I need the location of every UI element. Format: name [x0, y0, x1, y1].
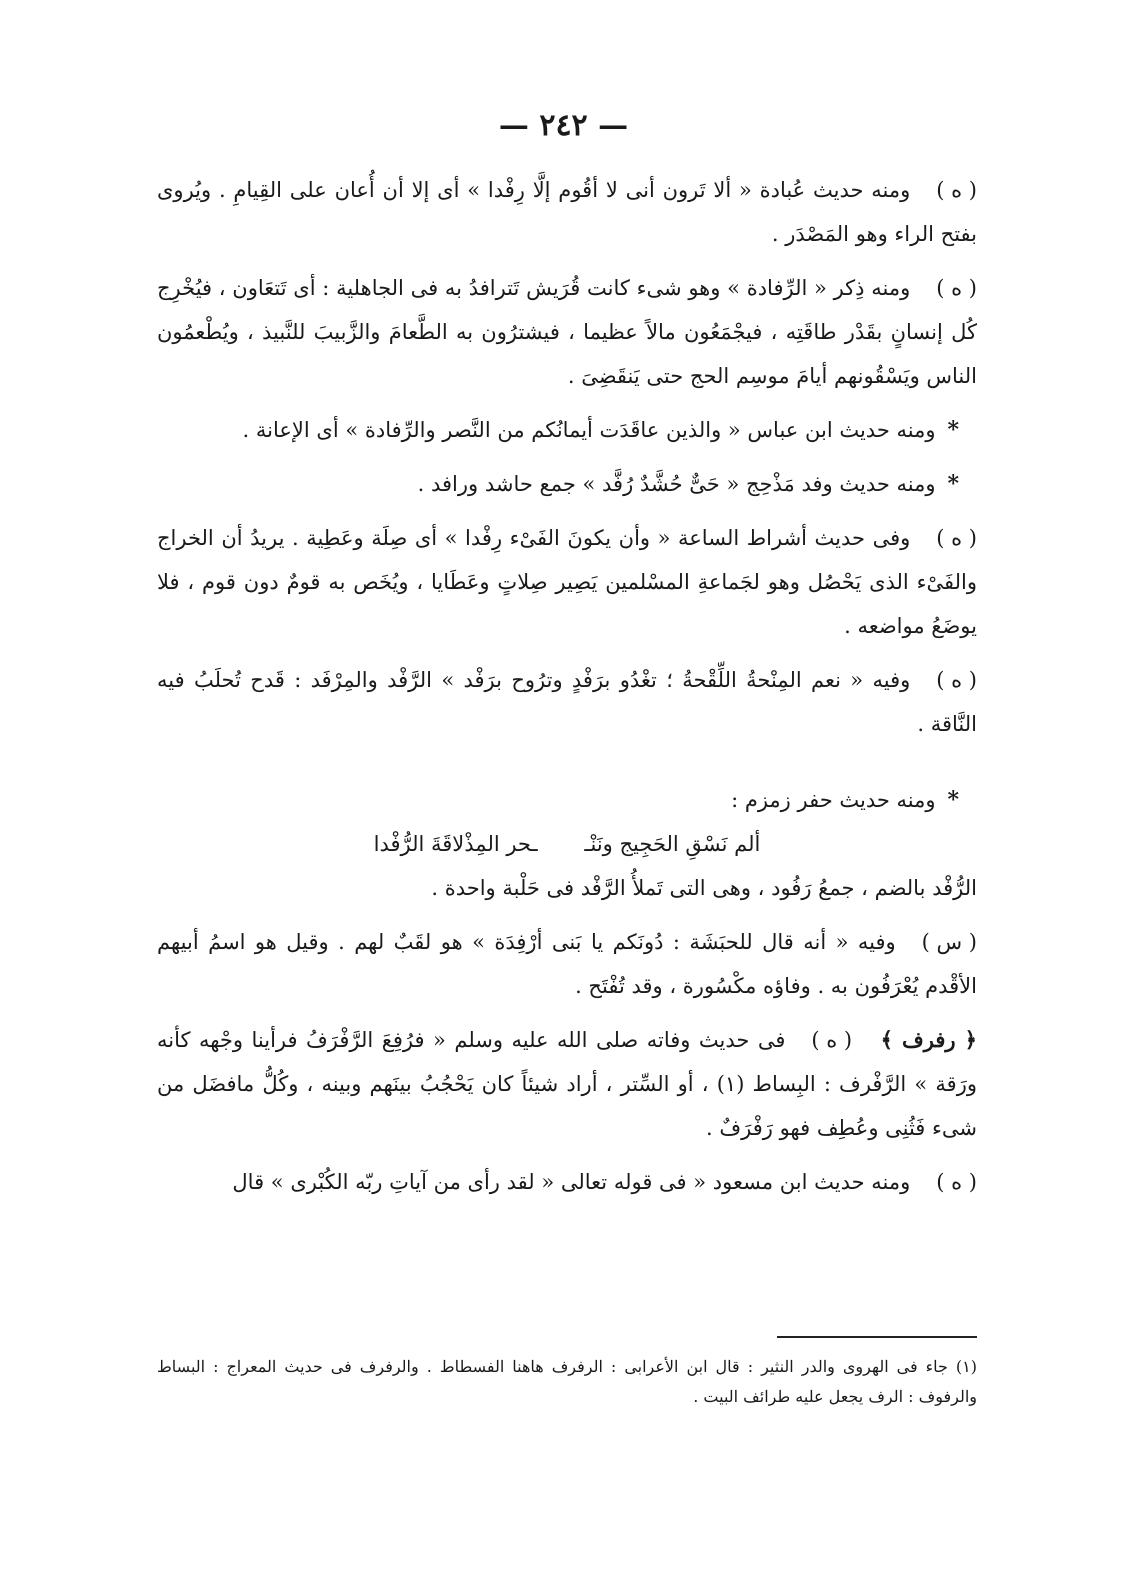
paragraph-1	[157, 168, 977, 256]
star-marker: *	[947, 787, 959, 813]
verse-second-hemistich: ـحر المِذْلاقَةَ الرُّفْدا	[373, 832, 538, 856]
paragraph-5	[157, 516, 977, 648]
paragraph-10	[157, 1018, 977, 1150]
paragraph-text: فى حديث وفاته صلى الله عليه وسلم « فرُفِعَ الرَّفْرَفُ فرأينا وجْهه كأنه ورَقة » الرَّفْرف : البِساط (١) ، أو السِّتر ، أراد شيئاً كان يَحْجُبُ بينَهم وبينه ، وكُلُّ مافضَل من شىء فَثُنِى وعُطِف فهو رَفْرَفٌ .	[157, 1028, 977, 1140]
paragraph-text: وفيه « نعم المِنْحةُ اللِّقْحةُ ؛ تغْدُو برَفْدٍ وترُوح برَفْد » الرَّفْد والمِرْفَد : قَدح تُحلَبُ فيه النَّاقة .	[157, 668, 977, 736]
source-marker: ( ه )	[936, 526, 977, 550]
paragraph-text: ومنه ذِكر « الرِّفادة » وهو شىء كانت قُرَيش تَترافدُ به فى الجاهلية : أى تَتعَاون ، فيُخْرِج كُل إنسانٍ بقَدْر طاقَتِه ، فيجْمَعُون مالاً عظيما ، فيشترُون به الطَّعامَ والزَّبيبَ للنَّبيذ ، ويُطْعمُون الناس ويَسْقُونهم أيامَ موسِم الحج حتى يَنقَضِىَ .	[157, 276, 977, 388]
paragraph-text: ومنه حديث وفد مَذْحِج « حَىٌّ حُشَّدٌ رُفَّد » جمع حاشد ورافد .	[417, 472, 936, 496]
source-marker: ( ه )	[811, 1028, 853, 1052]
verse-first-hemistich: ألم نَسْقِ الحَجِيج ونَنْـ	[584, 832, 761, 856]
main-text	[157, 168, 977, 1214]
paragraph-11	[157, 1160, 977, 1204]
poetry-verse	[157, 822, 977, 866]
star-marker: *	[947, 471, 959, 497]
source-marker: ( ه )	[936, 668, 977, 692]
paragraph-6	[157, 658, 977, 746]
paragraph-text: وفى حديث أشراط الساعة « وأن يكونَ الفَىْء رِفْدا » أى صِلَة وعَطِية . يريدُ أن الخراج والفَىْء الذى يَحْصُل وهو لجَماعةِ المسْلمين يَصِير صِلاتٍ وعَطَايا ، ويُخَص به قومٌ دون قوم ، فلا يوضَعُ مواضعه .	[157, 526, 977, 638]
paragraph-text: وفيه « أنه قال للحبَشَة : دُونَكم يا بَنى أرْفِدَة » هو لقَبٌ لهم . وقيل هو اسمُ أبيهم الأقْدم يُعْرَفُون به . وفاؤه مكْسُورة ، وقد تُفْتَح .	[157, 930, 977, 998]
source-marker: ( ه )	[936, 1170, 977, 1194]
paragraph-text: الرُّفْد بالضم ، جمعُ رَفُود ، وهى التى تَملأُ الرَّفْد فى حَلْبة واحدة .	[431, 876, 977, 900]
source-marker: ( ه )	[936, 276, 977, 300]
source-marker: ( س )	[921, 930, 977, 954]
paragraph-9	[157, 920, 977, 1008]
paragraph-3	[157, 408, 977, 452]
paragraph-7	[157, 778, 977, 822]
paragraph-text: ومنه حديث حفر زمزم :	[731, 788, 936, 812]
paragraph-text: ومنه حديث عُبادة « ألا تَرون أنى لا أقُوم إلَّا رِفْدا » أى إلا أن أُعان على القِيامِ . ويُروى بفتح الراء وهو المَصْدَر .	[157, 178, 977, 246]
source-marker: ( ه )	[936, 178, 977, 202]
paragraph-8	[157, 866, 977, 910]
paragraph-text: ومنه حديث ابن عباس « والذين عاقَدَت أيمانُكم من النَّصر والرِّفادة » أى الإعانة .	[242, 418, 936, 442]
paragraph-4	[157, 462, 977, 506]
paragraph-2	[157, 266, 977, 398]
paragraph-spacer	[157, 756, 977, 778]
star-marker: *	[947, 417, 959, 443]
footnote: (١) جاء فى الهروى والدر النثير : قال ابن الأعرابى : الرفرف هاهنا الفسطاط . والرفرف فى حديث المعراج : البساط والرفوف : الرف يجعل عليه طرائف البيت .	[157, 1357, 977, 1406]
footnote-divider	[777, 1336, 977, 1338]
entry-heading: ﴿ رفرف ﴾	[880, 1027, 977, 1052]
paragraph-text: ومنه حديث ابن مسعود « فى قوله تعالى « لقد رأى من آياتِ ربّه الكُبْرى » قال	[232, 1170, 911, 1194]
page-number: — ٢٤٢ —	[498, 108, 629, 143]
